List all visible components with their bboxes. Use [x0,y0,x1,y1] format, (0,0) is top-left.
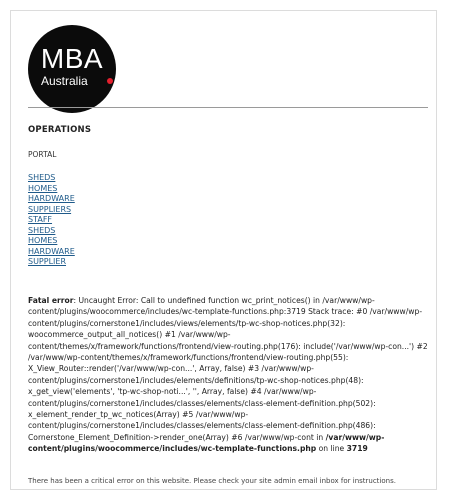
nav-item [28,184,75,195]
nav-item [28,194,75,205]
error-line-prefix: on line [316,444,347,454]
portal-label: PORTAL [28,150,57,159]
error-file: /var/www/wp-content/plugins/woocommerce/includes/wc-template-functions.php [28,432,385,454]
page-frame [10,10,437,490]
nav-link-hardware-2[interactable]: HARDWARE [28,246,75,256]
nav-item [28,215,75,226]
nav-links [28,173,75,268]
logo-text: MBA [40,43,104,74]
logo-dot-icon [107,78,113,84]
nav-link-supplier[interactable]: SUPPLIER [28,257,67,266]
error-text: : Uncaught Error: Call to undefined function wc_print_notices() in /var/www/wp-content/plugins/woocommerce/includes/wc-template-functions.php:3719 Stack trace: #0 /var/www/wp-content/plugins/cornerstone1/includes/views/elements/tp-wc-shop-notices.php(32): woocommerce_output_all_notices() #1 /var/www/wp-content/themes/x/framework/functions/frontend/view-routing.php(176): include('/var/www/wp-con...') #2 /var/www/wp-content/themes/x/framework/functions/frontend/view-routing.php(55): X_View_Router::render('/var/www/wp-con...', Array, false) #3 /var/www/wp-content/plugins/cornerstone1/includes/elements/definitions/tp-wc-shop-notices.php(48): x_get_view('elements', 'tp-wc-shop-noti...', '', Array, false) #4 /var/www/wp-content/plugins/cornerstone1/includes/classes/elements/class-element-definition.php(502): x_element_render_tp_wc_notices(Array) #5 /var/www/wp-content/plugins/cornerstone1/includes/classes/elements/class-element-definition.php(486): Cornerstone_Element_Definition->render_one(Array) #6 /var/www/wp-cont in [28,296,428,442]
nav-link-homes-2[interactable]: HOMES [28,236,58,245]
nav-link-homes[interactable]: HOMES [28,183,58,193]
nav-link-suppliers[interactable]: SUPPLIERS [28,204,72,214]
page-heading: OPERATIONS [28,125,92,135]
nav-link-sheds[interactable]: SHEDS [28,173,56,182]
header-divider [28,107,428,108]
nav-item [28,226,75,237]
error-line-number: 3719 [346,444,368,454]
nav-item [28,173,75,184]
fatal-error-message [28,295,430,455]
nav-item [28,247,75,258]
logo-subtext: Australia [41,74,88,88]
nav-link-sheds-2[interactable]: SHEDS [28,225,56,235]
critical-error-notice: There has been a critical error on this website. Please check your site admin email inbox for instructions. [28,477,396,485]
error-label: Fatal error [28,296,74,305]
mba-australia-logo[interactable] [28,25,116,113]
nav-link-hardware[interactable]: HARDWARE [28,194,75,203]
nav-link-staff[interactable]: STAFF [28,215,53,224]
nav-item [28,257,75,268]
nav-item [28,236,75,247]
nav-item [28,205,75,216]
